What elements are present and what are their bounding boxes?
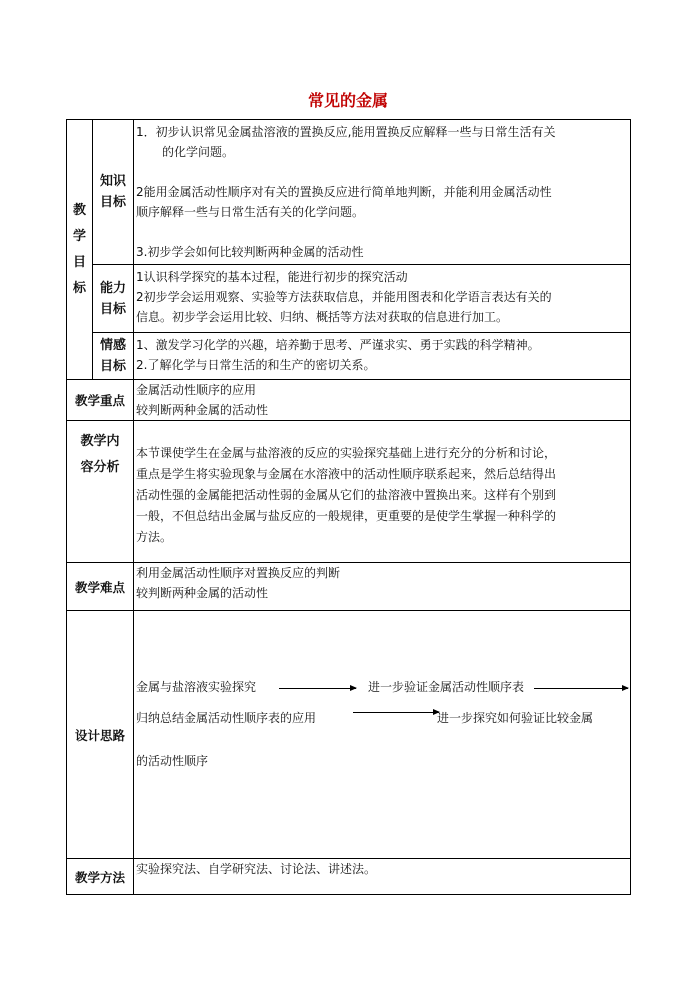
design-content — [134, 611, 631, 859]
analysis-line-1: 本节课使学生在金属与盐溶液的反应的实验探究基础上进行充分的分析和讨论， — [136, 446, 557, 460]
emotion-goal-content — [134, 333, 631, 380]
methods-label: 教学方法 — [67, 859, 134, 895]
design-label: 设计思路 — [67, 611, 134, 859]
ability-goal-label: 能力 目标 — [93, 265, 134, 333]
flow-step-3: 归纳总结金属活动性顺序表的应用 — [136, 711, 317, 725]
content-analysis-content — [134, 421, 631, 563]
knowledge-item-1: 1．初步认识常见金属盐溶液的置换反应,能用置换反应解释一些与日常生活有关 — [136, 125, 556, 139]
arrow-right-icon — [279, 688, 356, 689]
flow-step-1: 金属与盐溶液实验探究 — [136, 680, 257, 694]
difficulty-2: 较判断两种金属的活动性 — [136, 586, 269, 600]
methods-text: 实验探究法、自学研究法、讨论法、讲述法。 — [136, 862, 377, 876]
knowledge-item-1-cont: 的化学问题。 — [162, 145, 235, 159]
knowledge-item-2: 2能用金属活动性顺序对有关的置换反应进行简单地判断，并能利用金属活动性 — [136, 185, 552, 199]
knowledge-goal-label: 知识 目标 — [93, 120, 134, 265]
lesson-plan-table — [66, 119, 631, 895]
difficulty-1: 利用金属活动性顺序对置换反应的判断 — [136, 566, 341, 580]
content-analysis-label: 教学内 容分析 — [67, 421, 134, 563]
analysis-line-4: 一般，不但总结出金属与盐反应的一般规律，更重要的是使学生掌握一种科学的 — [136, 509, 557, 523]
methods-content — [134, 859, 631, 895]
emotion-goal-label: 情感 目标 — [93, 333, 134, 380]
analysis-line-3: 活动性强的金属能把活动性弱的金属从它们的盐溶液中置换出来。这样有个别到 — [136, 488, 557, 502]
emotion-item-2: 2.了解化学与日常生活的和生产的密切关系。 — [136, 358, 376, 372]
flow-step-4: 进一步探究如何验证比较金属 — [437, 711, 594, 725]
arrow-right-icon — [534, 688, 628, 689]
flow-step-4-cont: 的活动性顺序 — [136, 754, 209, 768]
ability-item-1: 1认识科学探究的基本过程，能进行初步的探究活动 — [136, 270, 408, 284]
flow-step-2: 进一步验证金属活动性顺序表 — [368, 680, 525, 694]
goals-label: 教 学 目 标 — [67, 120, 93, 380]
ability-item-2-cont: 信息。初步学会运用比较、归纳、概括等方法对获取的信息进行加工。 — [136, 310, 509, 324]
difficulties-label: 教学难点 — [67, 563, 134, 611]
key-points-label: 教学重点 — [67, 380, 134, 421]
page-title: 常见的金属 — [307, 91, 388, 110]
key-points-content — [134, 380, 631, 421]
analysis-line-5: 方法。 — [136, 530, 173, 544]
ability-goal-content — [134, 265, 631, 333]
knowledge-item-2-cont: 顺序解释一些与日常生活有关的化学问题。 — [136, 205, 365, 219]
key-point-2: 较判断两种金属的活动性 — [136, 403, 269, 417]
difficulties-content — [134, 563, 631, 611]
key-point-1: 金属活动性顺序的应用 — [136, 383, 257, 397]
arrow-right-icon — [353, 712, 439, 713]
emotion-item-1: 1、激发学习化学的兴趣，培养勤于思考、严谨求实、勇于实践的科学精神。 — [136, 338, 540, 352]
knowledge-goal-content — [134, 120, 631, 265]
analysis-line-2: 重点是学生将实验现象与金属在水溶液中的活动性顺序联系起来，然后总结得出 — [136, 467, 557, 481]
ability-item-2: 2初步学会运用观察、实验等方法获取信息，并能用图表和化学语言表达有关的 — [136, 290, 552, 304]
knowledge-item-3: 3.初步学会如何比较判断两种金属的活动性 — [136, 245, 364, 259]
